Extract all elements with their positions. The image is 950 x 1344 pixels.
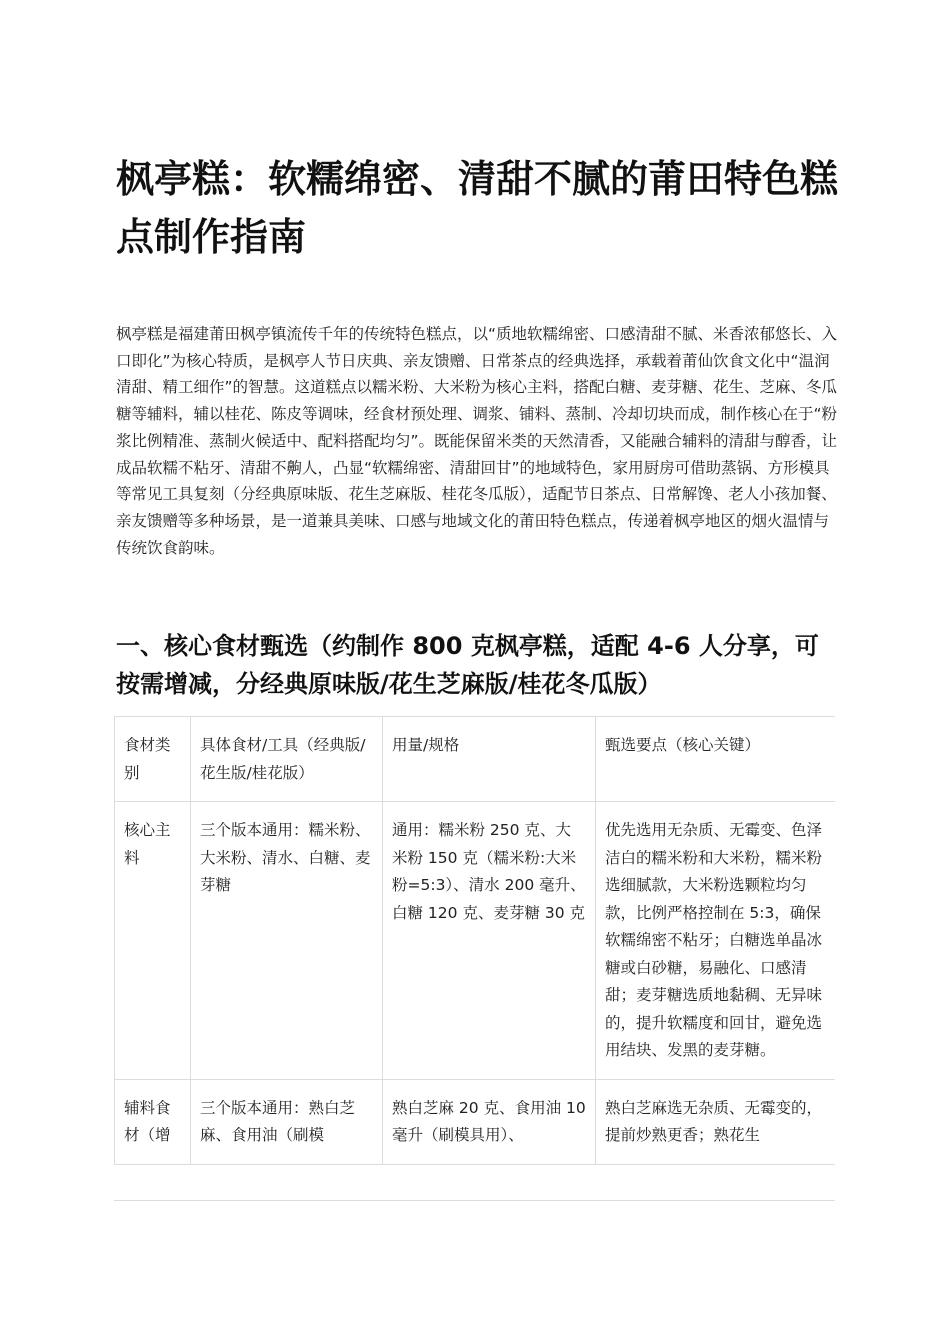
table-cell-tips: 熟白芝麻选无杂质、无霉变的，提前炒熟更香；熟花生 xyxy=(596,1079,836,1164)
table-cell-category: 辅料食材（增 xyxy=(115,1079,191,1164)
table-header-cell: 甄选要点（核心关键） xyxy=(596,717,836,802)
table-header-row xyxy=(115,717,836,802)
ingredients-table xyxy=(114,716,835,1165)
table-cell-amount: 熟白芝麻 20 克、食用油 10 毫升（刷模具用）、 xyxy=(383,1079,596,1164)
table-cell-category: 核心主料 xyxy=(115,802,191,1080)
section-heading-ingredients: 一、核心食材甄选（约制作 800 克枫亭糕，适配 4-6 人分享，可按需增减，分经典原味版/花生芝麻版/桂花冬瓜版） xyxy=(116,632,819,698)
table-header-cell: 食材类别 xyxy=(115,717,191,802)
table-row xyxy=(115,802,836,1080)
table-cell-items: 三个版本通用：糯米粉、大米粉、清水、白糖、麦芽糖 xyxy=(191,802,383,1080)
table-header-cell: 具体食材/工具（经典版/花生版/桂花版） xyxy=(191,717,383,802)
table-cell-amount: 通用：糯米粉 250 克、大米粉 150 克（糯米粉:大米粉=5:3）、清水 200 毫升、白糖 120 克、麦芽糖 30 克 xyxy=(383,802,596,1080)
table-cell-tips: 优先选用无杂质、无霉变、色泽洁白的糯米粉和大米粉，糯米粉选细腻款，大米粉选颗粒均匀款，比例严格控制在 5:3，确保软糯绵密不粘牙；白糖选单晶冰糖或白砂糖，易融化、口感清甜；麦芽糖选质地黏稠、无异味的，提升软糯度和回甘，避免选用结块、发黑的麦芽糖。 xyxy=(596,802,836,1080)
page-title: 枫亭糕：软糯绵密、清甜不腻的莆田特色糕点制作指南 xyxy=(116,157,839,259)
ingredients-table-container xyxy=(114,716,835,1201)
table-row xyxy=(115,1079,836,1164)
intro-paragraph: 枫亭糕是福建莆田枫亭镇流传千年的传统特色糕点，以“质地软糯绵密、口感清甜不腻、米香浓郁悠长、入口即化”为核心特质，是枫亭人节日庆典、亲友馈赠、日常茶点的经典选择，承载着莆仙饮食文化中“温润清甜、精工细作”的智慧。这道糕点以糯米粉、大米粉为核心主料，搭配白糖、麦芽糖、花生、芝麻、冬瓜糖等辅料，辅以桂花、陈皮等调味，经食材预处理、调浆、铺料、蒸制、冷却切块而成，制作核心在于“粉浆比例精准、蒸制火候适中、配料搭配均匀”。既能保留米类的天然清香，又能融合辅料的清甜与醇香，让成品软糯不粘牙、清甜不齁人，凸显“软糯绵密、清甜回甘”的地域特色，家用厨房可借助蒸锅、方形模具等常见工具复刻（分经典原味版、花生芝麻版、桂花冬瓜版），适配节日茶点、日常解馋、老人小孩加餐、亲友馈赠等多种场景，是一道兼具美味、口感与地域文化的莆田特色糕点，传递着枫亭地区的烟火温情与传统饮食韵味。 xyxy=(116,325,838,557)
table-cell-items: 三个版本通用：熟白芝麻、食用油（刷模 xyxy=(191,1079,383,1164)
table-header-cell: 用量/规格 xyxy=(383,717,596,802)
